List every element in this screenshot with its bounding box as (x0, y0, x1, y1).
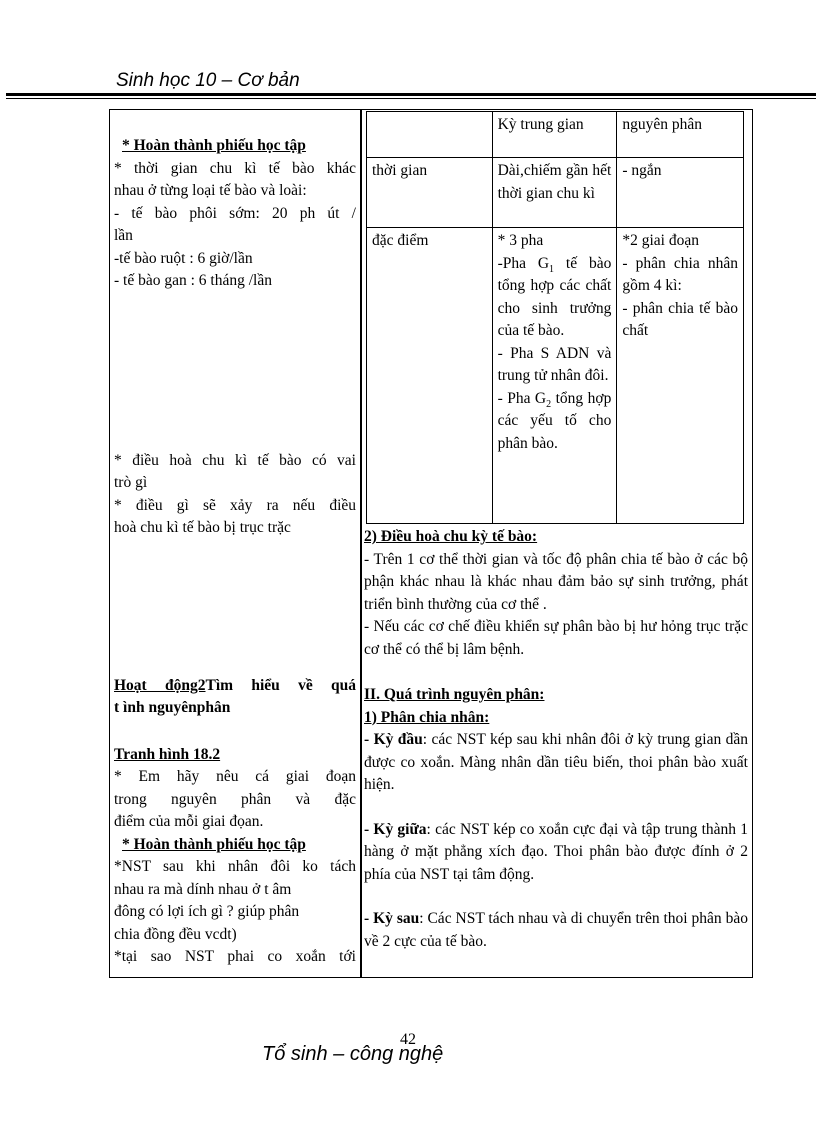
cell-interphase-features (492, 228, 617, 524)
left-column (114, 112, 356, 969)
embryo-cell-time-b: lần (114, 227, 133, 244)
nuclear-division: - phân chia nhân gồm 4 kì: (622, 254, 738, 294)
worksheet-heading-1: * Hoàn thành phiếu học tập (122, 137, 306, 154)
regulation-paragraph-1: - Trên 1 cơ thể thời gian và tốc độ phân chia tế bào ở các bộ phận khác nhau là khác nhau đảm bảo sự sinh trưởng, phát triển bình thường của cơ thể . (364, 550, 748, 613)
footer-text: Tổ sinh – công nghệ (262, 1043, 444, 1065)
metaphase-paragraph: - Kỳ giữa: các NST kép co xoắn cực đại và tập trung thành 1 hàng ở mặt phẳng xích đạo. Thoi phân bào được đính ở 2 phía của NST tại tâm động. (364, 820, 748, 883)
row-label-time: thời gian (367, 158, 493, 228)
phase-g2: - Pha $G_2$ tổng hợp các yếu tố cho phân bào. (497, 389, 612, 452)
question-chromatid-c: đông có lợi ích gì ? giúp phân (114, 903, 300, 920)
activity-2-title: Hoạt động2Tìm hiểu về quá (114, 676, 356, 694)
intestine-cell-time: -tế bào ruột : 6 giờ/lần (114, 249, 253, 267)
interphase-phase-count: * 3 pha (497, 232, 544, 249)
cytokinesis: - phân chia tế bào chất (622, 299, 738, 339)
phase-g1: -Pha $G_1$ tế bào tổng hợp các chất cho sinh trưởng của tế bào. (497, 254, 612, 339)
figure-reference: Tranh hình 18.2 (114, 745, 221, 763)
cell-mitosis-features (617, 228, 744, 524)
question-phases-a: * Em hãy nêu cá giai đoạn (114, 768, 356, 785)
table-header-mitosis: nguyên phân (617, 112, 744, 158)
question-coiling: *tại sao NST phai co xoắn tới (114, 948, 356, 965)
comparison-table (366, 111, 744, 524)
section-mitosis-heading: II. Quá trình nguyên phân: (364, 686, 545, 703)
question-regulation-a: * điều hoà chu kì tế bào có vai (114, 451, 356, 469)
question-malfunction-a: * điều gì sẽ xảy ra nếu điều (114, 496, 356, 514)
column-divider (360, 109, 362, 978)
question-chromatid-d: chia đồng đều vcdt) (114, 925, 237, 943)
table-row (367, 158, 744, 228)
question-cycle-time-b: nhau ở từng loại tế bào và loài: (114, 182, 307, 199)
question-phases-b: trong nguyên phân và đặc (114, 790, 356, 808)
worksheet-heading-2: * Hoàn thành phiếu học tập (122, 835, 306, 853)
regulation-paragraph-2: - Nếu các cơ chế điều khiển sự phân bào bị hư hỏng trục trặc cơ thể có thể bị lâm bệnh. (364, 618, 748, 658)
section-regulation-heading: 2) Điều hoà chu kỳ tế bào: (364, 528, 538, 545)
activity-2-title-b: t ình nguyênphân (114, 699, 231, 716)
question-cycle-time-a: * thời gian chu kì tế bào khác (114, 159, 356, 177)
mitosis-stage-count: *2 giai đoạn (622, 232, 699, 249)
anaphase-paragraph: - Kỳ sau: Các NST tách nhau và di chuyển trên thoi phân bào về 2 cực của tế bào. (364, 910, 748, 950)
table-header-empty (367, 112, 493, 158)
question-chromatid-b: nhau ra mà dính nhau ở t âm (114, 880, 292, 898)
cell-mitosis-time: - ngắn (617, 158, 744, 228)
phase-s: - Pha S ADN và trung tử nhân đôi. (497, 344, 612, 384)
question-chromatid-a: *NST sau khi nhân đôi ko tách (114, 858, 356, 875)
table-header-interphase: Kỳ trung gian (492, 112, 617, 158)
embryo-cell-time-a: - tế bào phôi sớm: 20 ph út / (114, 204, 356, 222)
prophase-paragraph: - Kỳ đầu: các NST kép sau khi nhân đôi ở kỳ trung gian dần được co xoắn. Màng nhân dần tiêu biến, thoi phân bào xuất hiện. (364, 731, 748, 793)
header-rule-thin (6, 98, 816, 99)
question-malfunction-b: hoà chu kì tế bào bị trục trặc (114, 519, 291, 536)
nuclear-division-heading: 1) Phân chia nhân: (364, 708, 490, 726)
page-number: 42 (400, 1031, 416, 1048)
table-row (367, 112, 744, 158)
liver-cell-time: - tế bào gan : 6 tháng /lần (114, 272, 272, 289)
right-column (364, 526, 748, 953)
question-phases-c: điểm của mỗi giai đọan. (114, 813, 264, 830)
row-label-features: đặc điểm (367, 228, 493, 524)
cell-interphase-time: Dài,chiếm gần hết thời gian chu kì (492, 158, 617, 228)
question-regulation-b: trò gì (114, 474, 148, 491)
page-header-title: Sinh học 10 – Cơ bản (116, 70, 300, 91)
table-row (367, 228, 744, 524)
header-rule-thick (6, 93, 816, 96)
